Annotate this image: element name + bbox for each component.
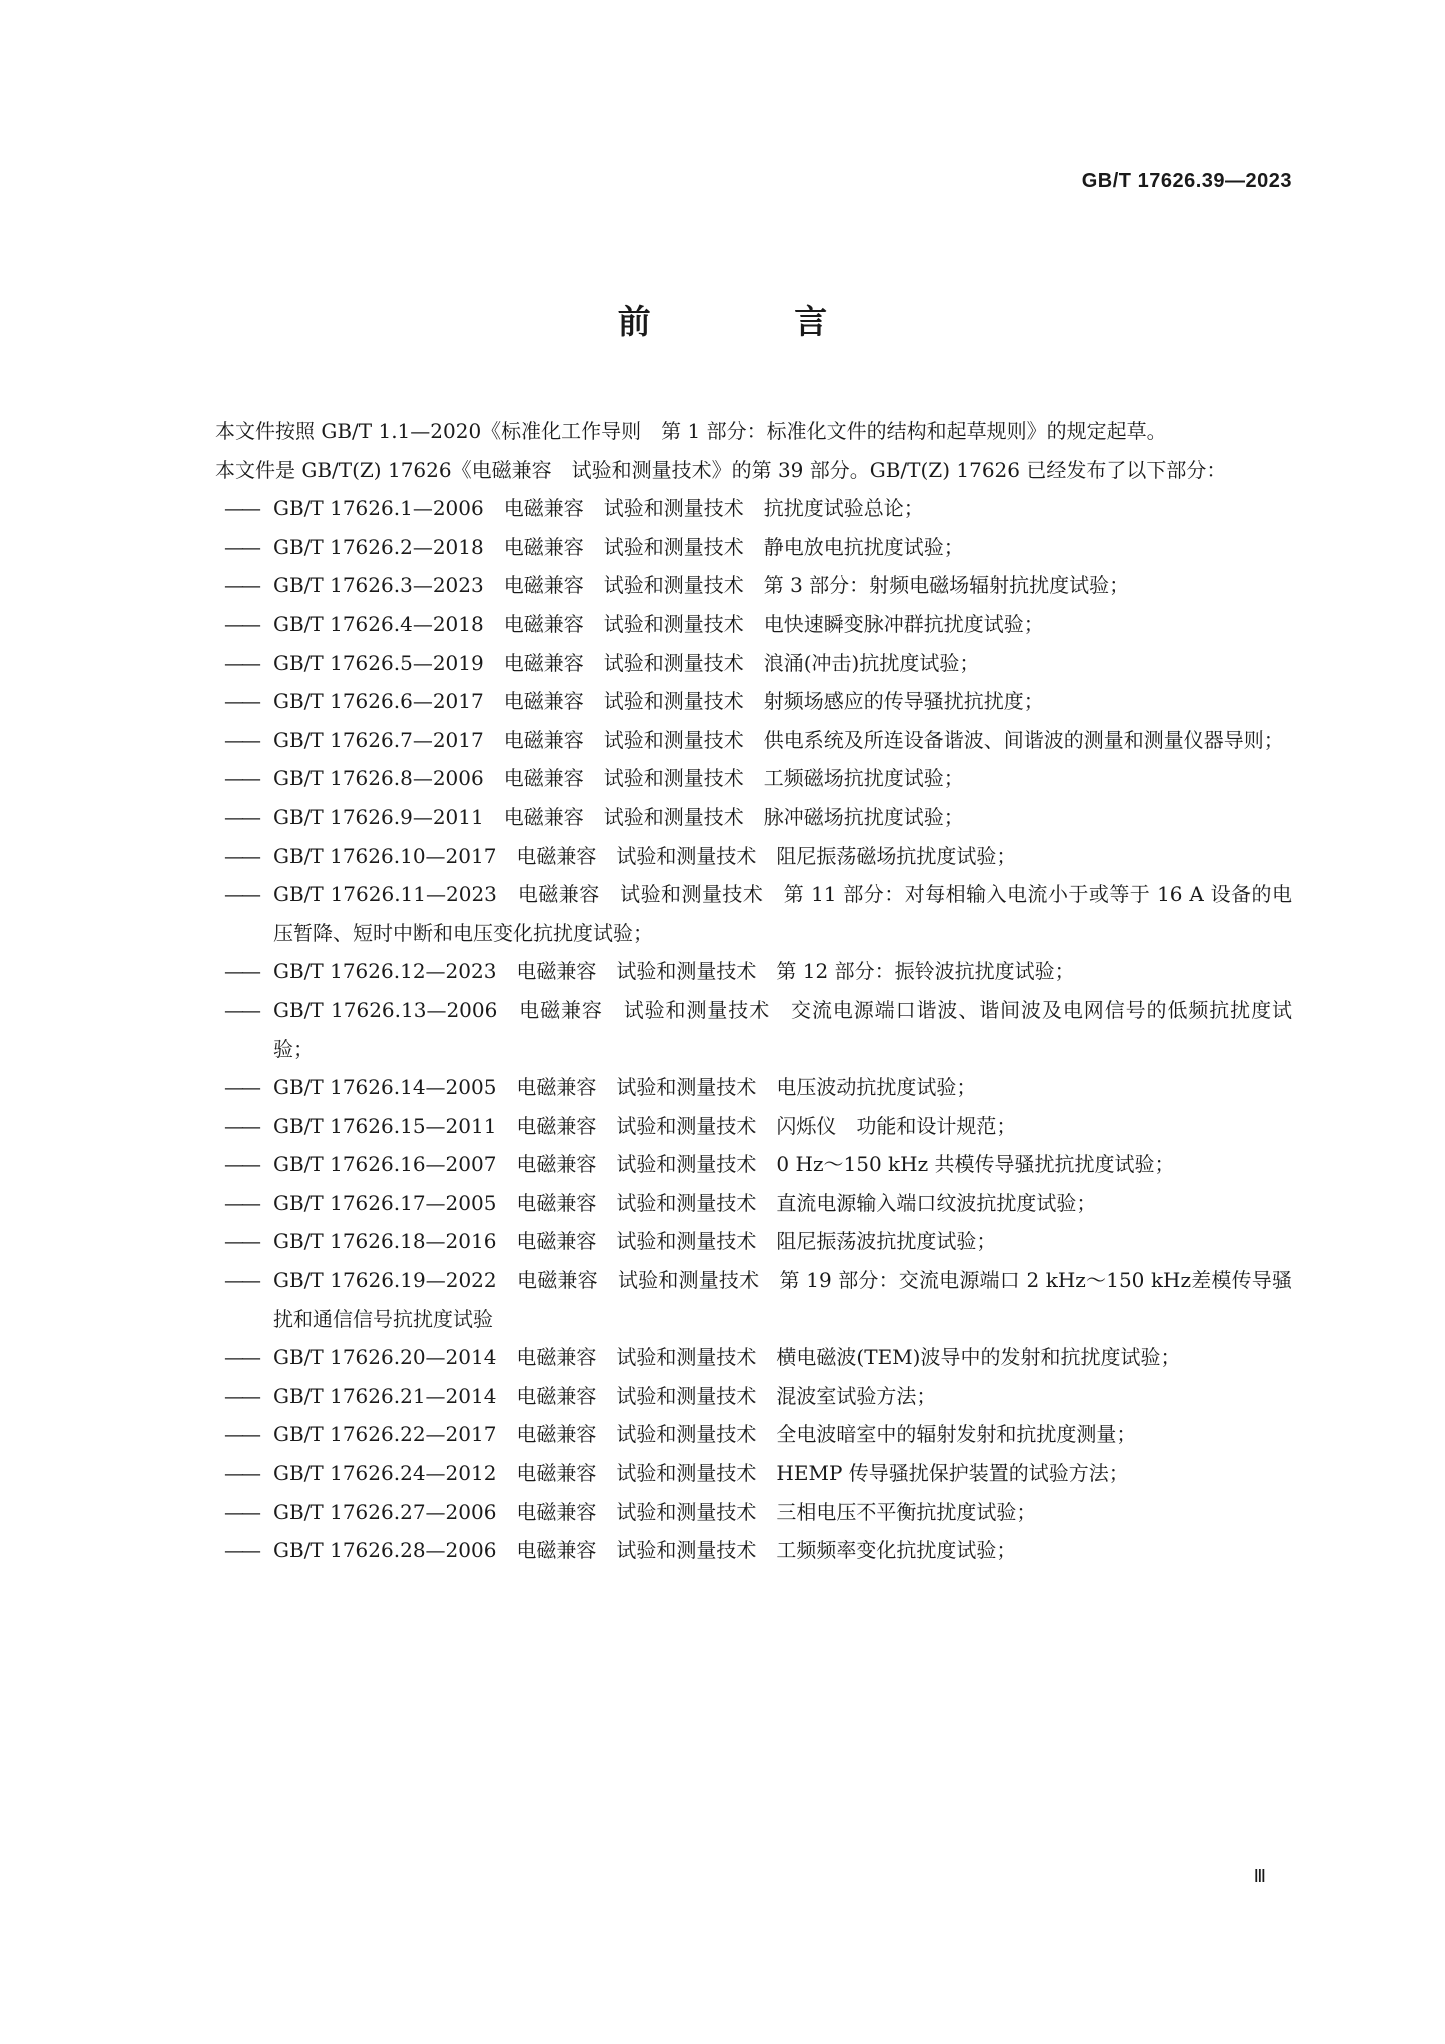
list-dash: —— (224, 1499, 258, 1524)
list-item (175, 1454, 1292, 1493)
list-item-text: GB/T 17626.3—2023 电磁兼容 试验和测量技术 第 3 部分：射频电磁场辐射抗扰度试验； (273, 573, 1130, 598)
list-dash: —— (224, 1190, 258, 1215)
list-dash: —— (224, 1461, 258, 1486)
list-dash: —— (224, 997, 258, 1022)
list-item-text: GB/T 17626.6—2017 电磁兼容 试验和测量技术 射频场感应的传导骚扰抗扰度； (273, 689, 1044, 714)
list-item-text: GB/T 17626.18—2016 电磁兼容 试验和测量技术 阻尼振荡波抗扰度试验； (273, 1229, 997, 1254)
list-item (175, 682, 1292, 721)
list-item (175, 1222, 1292, 1261)
list-dash: —— (224, 959, 258, 984)
list-item-text: GB/T 17626.28—2006 电磁兼容 试验和测量技术 工频频率变化抗扰度试验； (273, 1538, 1017, 1563)
list-item-text: GB/T 17626.19—2022 电磁兼容 试验和测量技术 第 19 部分：交流电源端口 2 kHz～150 kHz差模传导骚扰和通信信号抗扰度试验 (273, 1268, 1292, 1331)
list-item-text: GB/T 17626.16—2007 电磁兼容 试验和测量技术 0 Hz～150 kHz 共模传导骚扰抗扰度试验； (273, 1152, 1175, 1177)
list-item (175, 837, 1292, 876)
paragraph-drafting-rules: 本文件按照 GB/T 1.1—2020《标准化工作导则 第 1 部分：标准化文件的结构和起草规则》的规定起草。 (215, 419, 1167, 443)
list-item-text: GB/T 17626.1—2006 电磁兼容 试验和测量技术 抗扰度试验总论； (273, 496, 924, 521)
list-item (175, 1145, 1292, 1184)
list-item-text: GB/T 17626.12—2023 电磁兼容 试验和测量技术 第 12 部分：振铃波抗扰度试验； (273, 959, 1075, 984)
list-item (175, 566, 1292, 605)
list-item (175, 1531, 1292, 1570)
list-dash: —— (224, 611, 258, 636)
list-item (175, 875, 1292, 952)
list-dash: —— (224, 727, 258, 752)
list-item (175, 759, 1292, 798)
standard-number: GB/T 17626.39—2023 (1081, 170, 1292, 192)
list-item (175, 1068, 1292, 1107)
list-item (175, 1107, 1292, 1146)
list-dash: —— (224, 1229, 258, 1254)
list-dash: —— (224, 1075, 258, 1100)
list-item (175, 605, 1292, 644)
list-dash: —— (224, 650, 258, 675)
list-item-text: GB/T 17626.10—2017 电磁兼容 试验和测量技术 阻尼振荡磁场抗扰度试验； (273, 843, 1017, 868)
list-dash: —— (224, 689, 258, 714)
list-item-text: GB/T 17626.27—2006 电磁兼容 试验和测量技术 三相电压不平衡抗扰度试验； (273, 1499, 1037, 1524)
list-item-text: GB/T 17626.8—2006 电磁兼容 试验和测量技术 工频磁场抗扰度试验； (273, 766, 964, 791)
list-item (175, 1184, 1292, 1223)
list-item-text: GB/T 17626.7—2017 电磁兼容 试验和测量技术 供电系统及所连设备谐波、间谐波的测量和测量仪器导则； (273, 727, 1284, 752)
list-item-text: GB/T 17626.20—2014 电磁兼容 试验和测量技术 横电磁波(TEM)波导中的发射和抗扰度试验； (273, 1345, 1181, 1370)
list-item-text: GB/T 17626.11—2023 电磁兼容 试验和测量技术 第 11 部分：对每相输入电流小于或等于 16 A 设备的电压暂降、短时中断和电压变化抗扰度试验； (273, 882, 1292, 945)
list-dash: —— (224, 843, 258, 868)
list-item-text: GB/T 17626.21—2014 电磁兼容 试验和测量技术 混波室试验方法； (273, 1383, 937, 1408)
document-body (175, 412, 1292, 1570)
list-item (175, 1338, 1292, 1377)
list-dash: —— (224, 766, 258, 791)
page-number: Ⅲ (1253, 1866, 1265, 1886)
list-item-text: GB/T 17626.22—2017 电磁兼容 试验和测量技术 全电波暗室中的辐射发射和抗扰度测量； (273, 1422, 1137, 1447)
list-item (175, 1261, 1292, 1338)
list-item (175, 1415, 1292, 1454)
list-dash: —— (224, 804, 258, 829)
list-item (175, 952, 1292, 991)
list-item (175, 798, 1292, 837)
list-dash: —— (224, 534, 258, 559)
list-item-text: GB/T 17626.24—2012 电磁兼容 试验和测量技术 HEMP 传导骚扰保护装置的试验方法； (273, 1461, 1129, 1486)
list-item (175, 1377, 1292, 1416)
list-dash: —— (224, 1268, 258, 1293)
list-item (175, 991, 1292, 1068)
list-item-text: GB/T 17626.9—2011 电磁兼容 试验和测量技术 脉冲磁场抗扰度试验； (273, 804, 964, 829)
list-item-text: GB/T 17626.13—2006 电磁兼容 试验和测量技术 交流电源端口谐波、谐间波及电网信号的低频抗扰度试验； (273, 997, 1292, 1061)
list-item (175, 644, 1292, 683)
list-dash: —— (224, 882, 258, 907)
list-dash: —— (224, 1383, 258, 1408)
list-item-text: GB/T 17626.14—2005 电磁兼容 试验和测量技术 电压波动抗扰度试验； (273, 1075, 977, 1100)
page-title: 前 言 (617, 302, 894, 341)
list-dash: —— (224, 573, 258, 598)
list-dash: —— (224, 1422, 258, 1447)
paragraph-series-intro: 本文件是 GB/T(Z) 17626《电磁兼容 试验和测量技术》的第 39 部分。GB/T(Z) 17626 已经发布了以下部分： (215, 457, 1227, 482)
list-item-text: GB/T 17626.2—2018 电磁兼容 试验和测量技术 静电放电抗扰度试验； (273, 534, 964, 559)
list-dash: —— (224, 496, 258, 521)
list-dash: —— (224, 1538, 258, 1563)
list-item-text: GB/T 17626.5—2019 电磁兼容 试验和测量技术 浪涌(冲击)抗扰度试验； (273, 650, 980, 675)
published-parts-list (175, 489, 1292, 1570)
list-item (175, 489, 1292, 528)
list-item (175, 721, 1292, 760)
list-dash: —— (224, 1113, 258, 1138)
list-dash: —— (224, 1345, 258, 1370)
list-item (175, 1493, 1292, 1532)
list-item-text: GB/T 17626.15—2011 电磁兼容 试验和测量技术 闪烁仪 功能和设计规范； (273, 1113, 1017, 1138)
list-item-text: GB/T 17626.4—2018 电磁兼容 试验和测量技术 电快速瞬变脉冲群抗扰度试验； (273, 611, 1044, 636)
list-dash: —— (224, 1152, 258, 1177)
list-item-text: GB/T 17626.17—2005 电磁兼容 试验和测量技术 直流电源输入端口纹波抗扰度试验； (273, 1190, 1097, 1215)
list-item (175, 528, 1292, 567)
